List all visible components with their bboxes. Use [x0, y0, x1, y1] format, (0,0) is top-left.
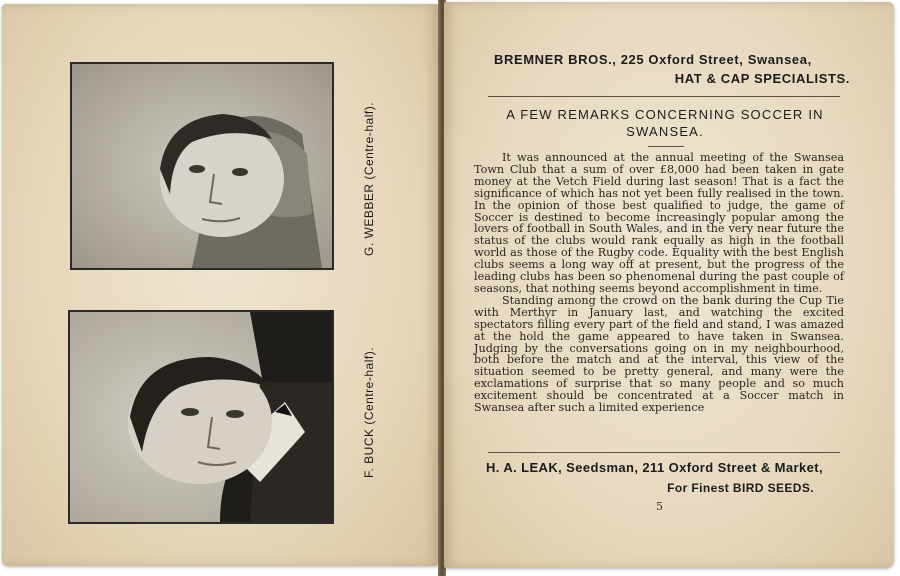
caption-webber: G. WEBBER (Centre-half).: [362, 101, 376, 256]
advert-bremner-line2: HAT & CAP SPECIALISTS.: [674, 71, 850, 86]
divider-bottom: [488, 452, 840, 453]
advert-leak-seedsman: [478, 460, 838, 495]
page-number: 5: [656, 500, 663, 513]
article-body: [474, 152, 844, 414]
advert-bremner-line1: BREMNER BROS., 225 Oxford Street, Swansea,: [494, 52, 812, 67]
player-photo-webber: [70, 62, 334, 270]
advert-leak-line2: For Finest BIRD SEEDS.: [667, 481, 814, 495]
heading-underline: [648, 146, 684, 147]
article-paragraph: Standing among the crowd on the bank during the Cup Tie with Merthyr in January last, and watching the excited spectators filling every part of the field and stand, I was amazed at the hold the game appeared to have taken in Swansea. Judging by the conversations going on in my neighbourhood, both before the match and at the interval, this view of the situation seemed to be pretty general, and many were the exclamations of surprise that so many people and so much excitement should be concentrated at a Soccer match in Swansea after such a limited experience: [474, 293, 844, 415]
portrait-buck-image: [70, 312, 332, 522]
article-paragraph: It was announced at the annual meeting of the Swansea Town Club that a sum of over £8,000 had been taken in gate money at the Vetch Field during last season! That is a fact the significance of which has not yet been fully realised in the town. In the opinion of those best qualified to judge, the game of Soccer is destined to become increasingly popular among the lovers of football in South Wales, and in the very near future the status of the clubs would rank equally as high in the football world as those of the Rugby code. Equality with the best English clubs seems a long way off at present, but the progress of the leading clubs has been so phenomenal during the past couple of seasons, that nothing seems beyond accomplishment in time.: [474, 151, 844, 295]
advert-leak-line1: H. A. LEAK, Seedsman, 211 Oxford Street & Market,: [486, 460, 823, 475]
divider-top: [488, 96, 840, 97]
caption-buck: F. BUCK (Centre-half).: [362, 346, 376, 478]
player-photo-buck: [68, 310, 334, 524]
article-heading: A FEW REMARKS CONCERNING SOCCER IN SWANSEA.: [506, 107, 824, 139]
advert-bremner-bros: [470, 52, 850, 86]
portrait-webber-image: [72, 64, 332, 268]
